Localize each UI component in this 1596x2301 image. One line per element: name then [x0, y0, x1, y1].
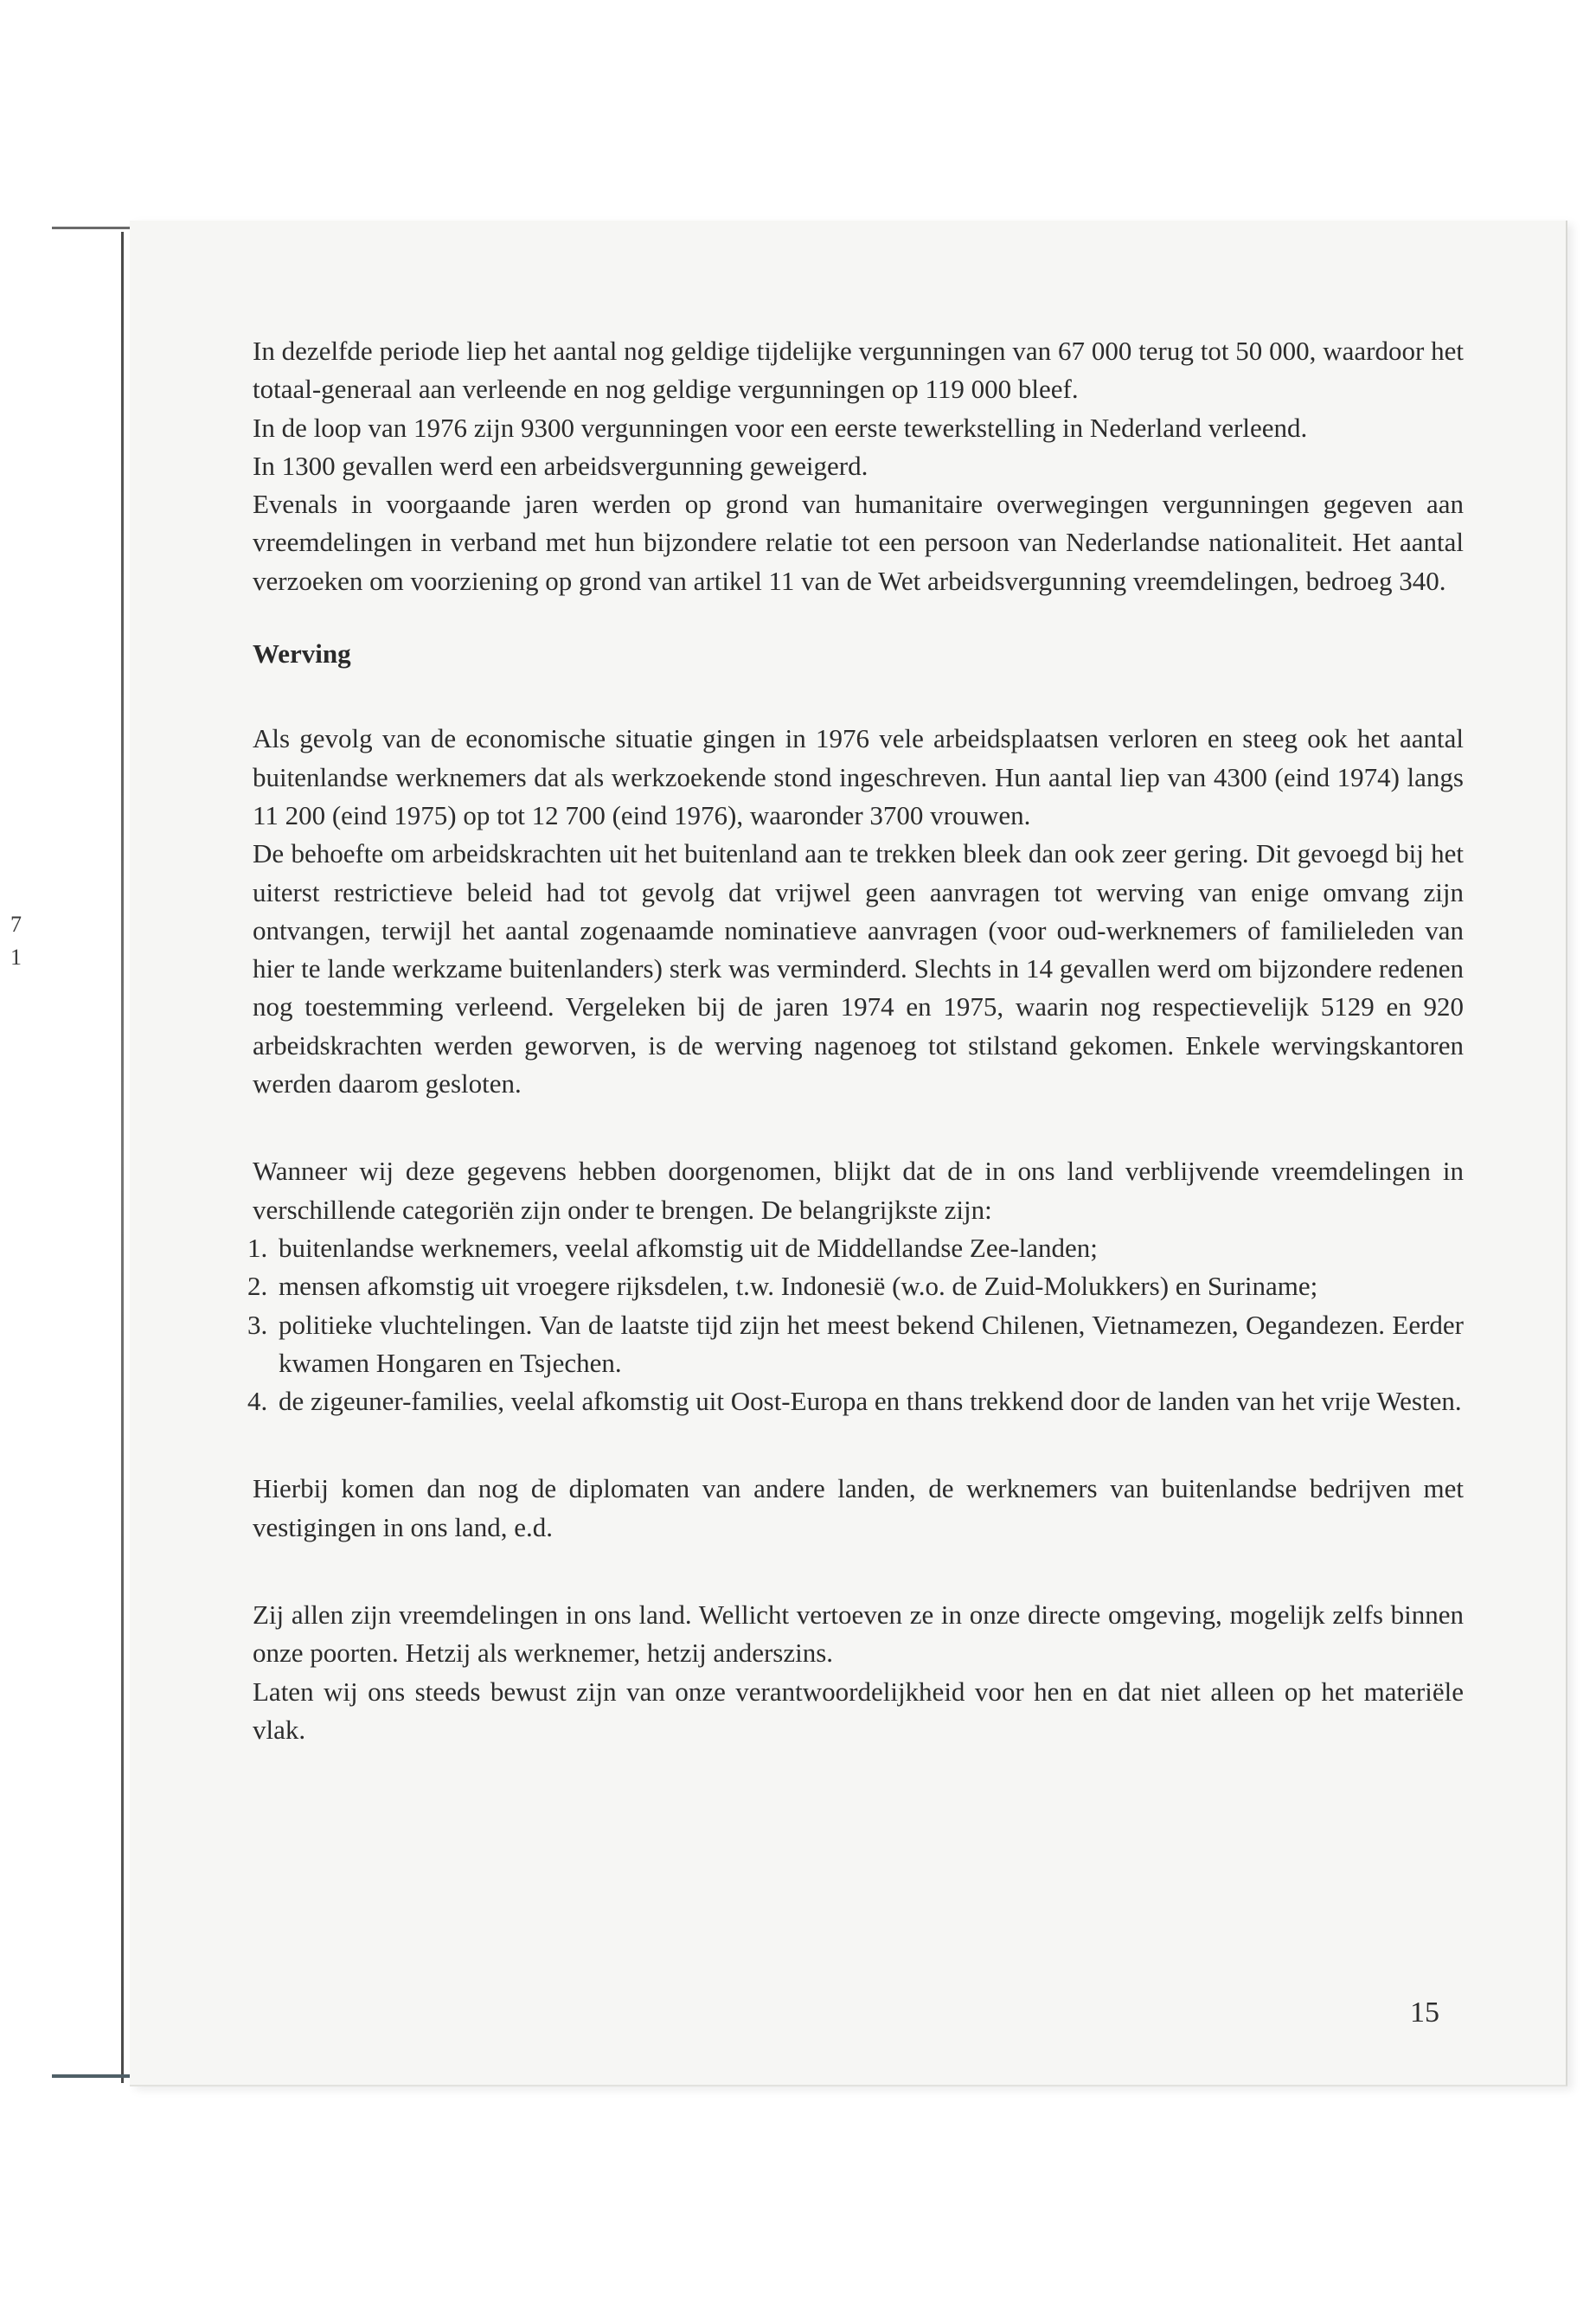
paragraph-recruitment: De behoefte om arbeidskrachten uit het buitenland aan te trekken bleek dan ook zeer gering. Dit gevoegd bij het uiterst restrictieve beleid had tot gevolg dat vrijwel geen aanvragen tot werving van enige omvang zijn ontvangen, terwijl het aantal zogenaamde nominatieve aanvragen (voor oud-werknemers of familieleden van hier te lande werkzame buitenlanders) sterk was verminderd. Slechts in 14 gevallen werd om bijzondere redenen nog toestemming verleend. Vergeleken bij de jaren 1974 en 1975, waarin nog respectievelijk 5129 en 920 arbeidskrachten werden geworven, is de werving nagenoeg tot stilstand gekomen. Enkele wervingskantoren werden daarom gesloten.: [253, 838, 1464, 1099]
list-number: 1.: [247, 1232, 268, 1263]
paragraph-refused-permits: In 1300 gevallen werd een arbeidsvergunning geweigerd.: [253, 450, 869, 481]
list-item: [247, 1382, 1464, 1420]
categories-list: [247, 1229, 1464, 1420]
section-heading-werving: Werving: [253, 638, 351, 670]
paragraph-temporary-permits: In dezelfde periode liep het aantal nog geldige tijdelijke vergunningen van 67 000 terug tot 50 000, waardoor het totaal-generaal aan verleende en nog geldige vergunningen op 119 000 bleef.: [253, 336, 1464, 405]
binding-edge-top: [52, 227, 134, 229]
list-item: [247, 1306, 1464, 1383]
list-text: mensen afkomstig uit vroegere rijksdelen, t.w. Indonesië (w.o. de Zuid-Molukkers) en Suriname;: [279, 1271, 1318, 1302]
margin-mark: 1: [10, 945, 22, 970]
list-number: 3.: [247, 1309, 268, 1340]
list-item: [247, 1229, 1464, 1267]
paragraph-humanitarian: Evenals in voorgaande jaren werden op grond van humanitaire overwegingen vergunningen gegeven aan vreemdelingen in verband met hun bijzondere relatie tot een persoon van Nederlandse nationaliteit. Het aantal verzoeken om voorziening op grond van artikel 11 van de Wet arbeidsvergunning vreemdelingen, bedroeg 340.: [253, 489, 1464, 596]
paragraph-first-employment: In de loop van 1976 zijn 9300 vergunningen voor een eerste tewerkstelling in Nederland verleend.: [253, 412, 1308, 443]
binding-edge-bottom: [52, 2074, 134, 2078]
list-text: politieke vluchtelingen. Van de laatste tijd zijn het meest bekend Chilenen, Vietnamezen, Oegandezen. Eerder kwamen Hongaren en Tsjechen.: [279, 1309, 1464, 1378]
margin-marks: [10, 908, 22, 974]
paragraph-economic-situation: Als gevolg van de economische situatie gingen in 1976 vele arbeidsplaatsen verloren en steeg ook het aantal buitenlandse werknemers dat als werkzoekende stond ingeschreven. Hun aantal liep van 4300 (eind 1974) langs 11 200 (eind 1975) op tot 12 700 (eind 1976), waaronder 3700 vrouwen.: [253, 723, 1464, 830]
list-text: buitenlandse werknemers, veelal afkomstig uit de Middellandse Zee-landen;: [279, 1232, 1098, 1263]
list-number: 2.: [247, 1271, 268, 1302]
paragraph-foreigners: Zij allen zijn vreemdelingen in ons land. Wellicht vertoeven ze in onze directe omgeving, mogelijk zelfs binnen onze poorten. Hetzij als werknemer, hetzij anderszins.: [253, 1599, 1464, 1669]
paragraph-categories-intro: Wanneer wij deze gegevens hebben doorgenomen, blijkt dat de in ons land verblijvende vreemdelingen in verschillende categoriën zijn onder te brengen. De belangrijkste zijn:: [253, 1156, 1464, 1225]
list-item: [247, 1267, 1464, 1305]
list-number: 4.: [247, 1386, 268, 1417]
paragraph-diplomats: Hierbij komen dan nog de diplomaten van andere landen, de werknemers van buitenlandse bedrijven met vestigingen in ons land, e.d.: [253, 1473, 1464, 1542]
page-number: 15: [1410, 1997, 1439, 2029]
page-body: [247, 332, 1464, 1749]
paragraph-responsibility: Laten wij ons steeds bewust zijn van onze verantwoordelijkheid voor hen en dat niet alleen op het materiële vlak.: [253, 1676, 1464, 1745]
binding-spine: [121, 232, 124, 2083]
margin-mark: 7: [10, 912, 22, 937]
list-text: de zigeuner-families, veelal afkomstig uit Oost-Europa en thans trekkend door de landen van het vrije Westen.: [279, 1386, 1462, 1417]
